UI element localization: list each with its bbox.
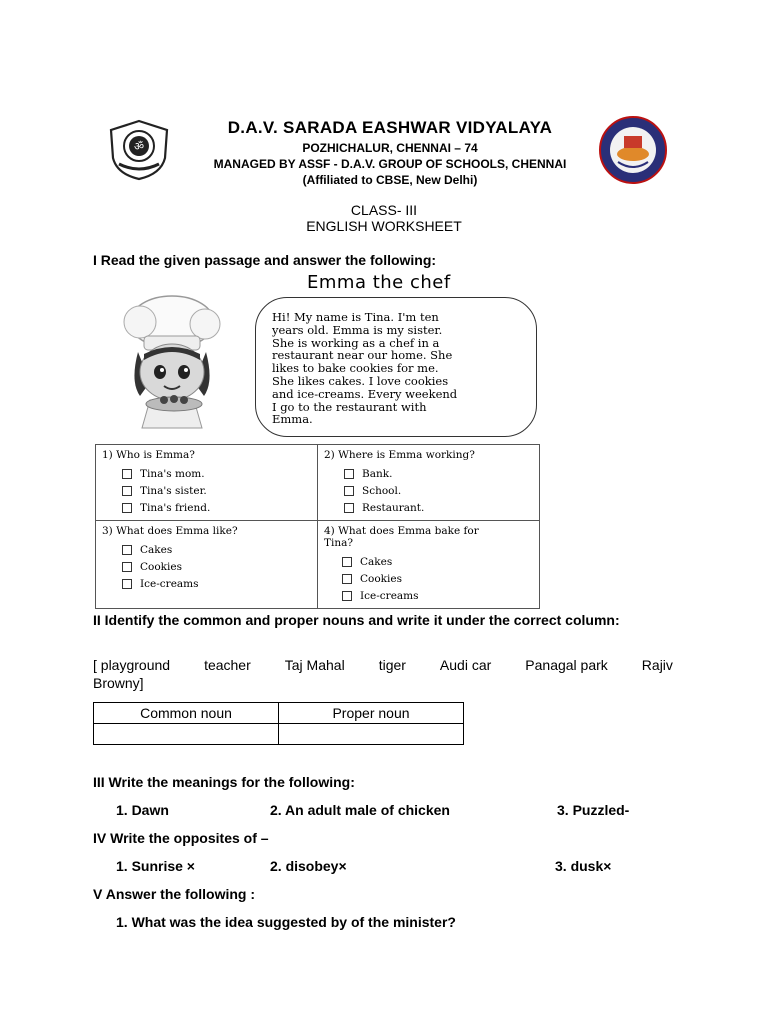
option-label: Cakes [360, 555, 393, 568]
option-label: Cakes [140, 543, 173, 556]
word-item: Rajiv [641, 657, 673, 673]
school-logo-left [105, 118, 173, 187]
word-item: Taj Mahal [284, 657, 345, 673]
opposite-item: 3. dusk× [555, 858, 612, 874]
worksheet-title: ENGLISH WORKSHEET [306, 218, 462, 234]
mcq-table [95, 444, 540, 609]
word-item: Audi car [439, 657, 492, 673]
svg-text:ॐ: ॐ [133, 140, 145, 153]
answer-question: 1. What was the idea suggested by of the minister? [116, 914, 456, 930]
checkbox-icon[interactable] [344, 503, 354, 513]
option-label: Ice-creams [360, 589, 419, 602]
passage-line: and ice-creams. Every weekend [272, 386, 458, 401]
option-label: Cookies [140, 560, 182, 573]
option-label: Bank. [362, 467, 393, 480]
checkbox-icon[interactable] [342, 557, 352, 567]
mcq-question: 2) Where is Emma working? [324, 449, 475, 461]
class-label: CLASS- III [350, 202, 418, 218]
managed-by: MANAGED BY ASSF - D.A.V. GROUP OF SCHOOLS, CHENNAI [213, 157, 567, 171]
option-label: Cookies [360, 572, 402, 585]
mcq-option[interactable] [122, 465, 311, 482]
mcq-question: 4) What does Emma bake for Tina? [324, 525, 479, 549]
school-name: D.A.V. SARADA EASHWAR VIDYALAYA [227, 118, 553, 137]
section4-heading: IV Write the opposites of – [93, 830, 269, 846]
meaning-item: 2. An adult male of chicken [270, 802, 450, 818]
mcq-option[interactable] [122, 499, 311, 516]
school-logo-right [598, 114, 668, 191]
mcq-cell [96, 521, 318, 609]
word-item: Panagal park [525, 657, 608, 673]
school-address: POZHICHALUR, CHENNAI – 74 [302, 141, 478, 155]
word-item: tiger [378, 657, 406, 673]
word-item: [ playground [93, 657, 171, 673]
mcq-cell [318, 445, 540, 521]
mcq-option[interactable] [122, 558, 311, 575]
section3-heading: III Write the meanings for the following: [93, 774, 355, 790]
checkbox-icon[interactable] [342, 591, 352, 601]
proper-noun-header: Proper noun [279, 703, 464, 724]
option-label: Tina's mom. [140, 467, 205, 480]
word-item: Browny] [93, 675, 144, 691]
passage-title: Emma the chef [307, 272, 451, 293]
passage-line: Emma. [272, 412, 313, 427]
passage-line: She likes cakes. I love cookies [272, 373, 449, 388]
mcq-option[interactable] [344, 465, 533, 482]
passage-line: I go to the restaurant with [272, 399, 427, 414]
mcq-option[interactable] [122, 541, 311, 558]
option-label: School. [362, 484, 402, 497]
section1-heading: I Read the given passage and answer the following: [93, 252, 437, 268]
mcq-question: 1) Who is Emma? [102, 449, 195, 461]
opposite-item: 1. Sunrise × [116, 858, 195, 874]
checkbox-icon[interactable] [122, 486, 132, 496]
checkbox-icon[interactable] [122, 545, 132, 555]
mcq-cell [318, 521, 540, 609]
affiliation: (Affiliated to CBSE, New Delhi) [302, 173, 478, 187]
mcq-option[interactable] [342, 587, 533, 604]
mcq-option[interactable] [122, 482, 311, 499]
passage-line: likes to bake cookies for me. [272, 361, 439, 376]
word-item: teacher [204, 657, 251, 673]
noun-table [93, 702, 464, 745]
meaning-item: 3. Puzzled- [557, 802, 630, 818]
mcq-option[interactable] [342, 570, 533, 587]
option-label: Tina's sister. [140, 484, 207, 497]
checkbox-icon[interactable] [344, 486, 354, 496]
mcq-question: 3) What does Emma like? [102, 525, 238, 537]
checkbox-icon[interactable] [122, 562, 132, 572]
meaning-item: 1. Dawn [116, 802, 169, 818]
checkbox-icon[interactable] [122, 469, 132, 479]
mcq-option[interactable] [122, 575, 311, 592]
mcq-option[interactable] [342, 553, 533, 570]
passage-line: restaurant near our home. She [272, 348, 453, 363]
checkbox-icon[interactable] [342, 574, 352, 584]
option-label: Tina's friend. [140, 501, 211, 514]
mcq-cell [96, 445, 318, 521]
option-label: Restaurant. [362, 501, 425, 514]
passage-line: years old. Emma is my sister. [272, 322, 443, 337]
noun-word-list [93, 656, 673, 692]
section2-heading: II Identify the common and proper nouns and write it under the correct column: [93, 612, 620, 628]
checkbox-icon[interactable] [122, 503, 132, 513]
checkbox-icon[interactable] [344, 469, 354, 479]
checkbox-icon[interactable] [122, 579, 132, 589]
passage-bubble [255, 297, 537, 437]
mcq-option[interactable] [344, 482, 533, 499]
opposite-item: 2. disobey× [270, 858, 347, 874]
mcq-option[interactable] [344, 499, 533, 516]
option-label: Ice-creams [140, 577, 199, 590]
common-noun-answer-cell[interactable] [94, 724, 279, 745]
passage-line: She is working as a chef in a [272, 335, 440, 350]
common-noun-header: Common noun [94, 703, 279, 724]
school-header [190, 118, 590, 188]
chef-girl-illustration [110, 292, 240, 437]
proper-noun-answer-cell[interactable] [279, 724, 464, 745]
section5-heading: V Answer the following : [93, 886, 256, 902]
passage-line: Hi! My name is Tina. I'm ten [272, 310, 439, 324]
